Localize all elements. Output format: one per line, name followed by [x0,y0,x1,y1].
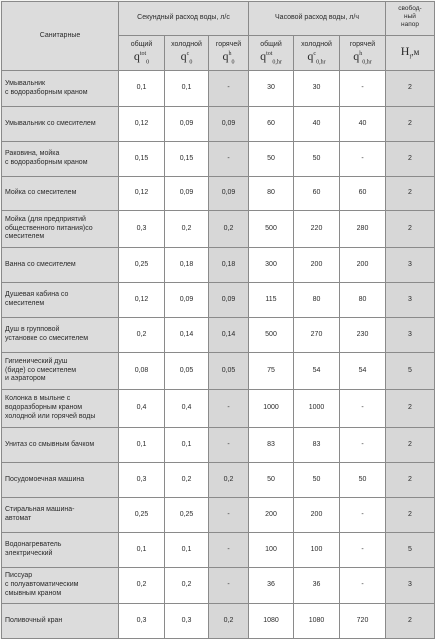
header-hourly-flow: Часовой расход воды, л/ч [249,2,386,36]
fixture-name-cell: Мойка со смесителем [2,177,119,211]
q-h-0hr-symbol [342,50,383,65]
value-cell-s-cold: 0,05 [165,353,209,390]
q-sub: 0 [189,59,193,66]
value-cell-s-total: 0,12 [119,107,165,142]
value-cell-s-hot: 0,09 [209,283,249,318]
q-sub: 0,hr [272,59,282,66]
value-cell-s-cold: 0,1 [165,533,209,568]
value-cell-s-total: 0,12 [119,177,165,211]
value-cell-h-hot: 54 [340,353,386,390]
value-cell-h-total: 83 [249,428,294,463]
value-cell-head: 2 [386,107,435,142]
q-h-0-symbol [211,50,246,65]
header-sec-cold-label: холодной [171,40,202,48]
value-cell-s-total: 0,25 [119,248,165,283]
q-c-0-symbol [167,50,206,65]
value-cell-head: 3 [386,568,435,604]
header-sec-total-label: общий [130,40,153,48]
q-c-0hr-symbol [296,50,337,65]
fixture-name-cell: Поливочный кран [2,604,119,639]
value-cell-head: 2 [386,71,435,107]
value-cell-s-total: 0,15 [119,142,165,177]
q-sub: 0 [146,59,150,66]
value-cell-head: 3 [386,283,435,318]
value-cell-h-hot: - [340,533,386,568]
value-cell-h-cold: 270 [294,318,340,353]
value-cell-h-total: 200 [249,498,294,533]
value-cell-h-total: 60 [249,107,294,142]
q-sub: 0,hr [316,59,326,66]
value-cell-h-total: 500 [249,211,294,248]
q-sup: h [359,50,363,57]
table-row [2,71,435,107]
fixture-name-cell: Колонка в мыльне с водоразборным краном холодной или горячей воды [2,390,119,428]
value-cell-h-cold: 1080 [294,604,340,639]
value-cell-h-hot: 230 [340,318,386,353]
value-cell-head: 5 [386,353,435,390]
q-sub: 0 [231,59,235,66]
value-cell-h-total: 115 [249,283,294,318]
table-row [2,604,435,639]
value-cell-h-total: 75 [249,353,294,390]
value-cell-s-cold: 0,3 [165,604,209,639]
header-hour-hot-label: горячей [349,40,376,48]
h-unit: ,м [411,47,420,58]
table-row [2,498,435,533]
value-cell-head: 2 [386,390,435,428]
value-cell-s-total: 0,25 [119,498,165,533]
fixture-name-cell: Душевая кабина со смесителем [2,283,119,318]
fixture-name-cell: Ванна со смесителем [2,248,119,283]
value-cell-s-total: 0,4 [119,390,165,428]
value-cell-s-cold: 0,1 [165,71,209,107]
value-cell-head: 2 [386,498,435,533]
value-cell-s-hot: - [209,390,249,428]
value-cell-s-hot: - [209,71,249,107]
value-cell-h-cold: 1000 [294,390,340,428]
value-cell-s-cold: 0,4 [165,390,209,428]
table-row [2,318,435,353]
table-row [2,107,435,142]
fixture-name-cell: Водонагреватель электрический [2,533,119,568]
header-sec-cold [165,36,209,71]
value-cell-s-cold: 0,18 [165,248,209,283]
value-cell-s-total: 0,3 [119,463,165,498]
value-cell-s-cold: 0,09 [165,283,209,318]
value-cell-h-cold: 80 [294,283,340,318]
value-cell-h-cold: 200 [294,498,340,533]
value-cell-h-hot: - [340,71,386,107]
table-row [2,248,435,283]
table-row [2,428,435,463]
q-sup: c [313,50,317,57]
value-cell-h-total: 30 [249,71,294,107]
value-cell-s-cold: 0,2 [165,463,209,498]
value-cell-s-hot: 0,09 [209,107,249,142]
value-cell-h-hot: 80 [340,283,386,318]
value-cell-head: 2 [386,142,435,177]
value-cell-s-total: 0,2 [119,568,165,604]
value-cell-s-hot: - [209,498,249,533]
value-cell-h-total: 80 [249,177,294,211]
value-cell-h-cold: 100 [294,533,340,568]
fixture-name-cell: Раковина, мойка с водоразборным краном [2,142,119,177]
q-letter: q [353,48,360,63]
fixture-name-cell: Унитаз со смывным бачком [2,428,119,463]
q-letter: q [222,48,229,63]
value-cell-h-total: 500 [249,318,294,353]
header-head-symbol [386,36,435,71]
fixture-name-cell: Писсуар с полуавтоматическим смывным краном [2,568,119,604]
value-cell-h-total: 36 [249,568,294,604]
value-cell-h-total: 50 [249,463,294,498]
value-cell-h-cold: 54 [294,353,340,390]
value-cell-h-cold: 50 [294,463,340,498]
fixture-name-cell: Мойка (для предприятий общественного питания)со смесителем [2,211,119,248]
value-cell-s-cold: 0,1 [165,428,209,463]
value-cell-s-hot: 0,14 [209,318,249,353]
value-cell-h-cold: 60 [294,177,340,211]
h-f-symbol [388,45,432,60]
table-row [2,568,435,604]
value-cell-s-total: 0,3 [119,211,165,248]
fixture-name-cell: Умывальник с водоразборным краном [2,71,119,107]
value-cell-s-hot: - [209,428,249,463]
h-sub: f [409,54,412,61]
value-cell-h-cold: 40 [294,107,340,142]
value-cell-head: 3 [386,318,435,353]
value-cell-s-hot: 0,2 [209,604,249,639]
header-name: Санитарные [2,2,119,71]
value-cell-head: 3 [386,248,435,283]
q-letter: q [180,48,187,63]
q-sub: 0,hr [362,59,372,66]
fixture-name-cell: Посудомоечная машина [2,463,119,498]
h-letter: H [400,44,410,59]
value-cell-s-hot: - [209,533,249,568]
q-tot-0-symbol [121,50,162,65]
value-cell-s-hot: - [209,568,249,604]
value-cell-s-cold: 0,09 [165,177,209,211]
value-cell-s-hot: 0,05 [209,353,249,390]
value-cell-h-hot: 720 [340,604,386,639]
header-hour-total [249,36,294,71]
value-cell-h-hot: - [340,568,386,604]
header-sec-total [119,36,165,71]
value-cell-h-hot: 280 [340,211,386,248]
value-cell-h-total: 300 [249,248,294,283]
value-cell-head: 5 [386,533,435,568]
header-sec-hot-label: горячей [215,40,242,48]
value-cell-h-cold: 30 [294,71,340,107]
value-cell-h-hot: 40 [340,107,386,142]
header-hour-total-label: общий [260,40,282,48]
value-cell-s-cold: 0,2 [165,568,209,604]
value-cell-h-total: 1000 [249,390,294,428]
value-cell-h-hot: 200 [340,248,386,283]
q-sup: tot [139,50,147,57]
value-cell-s-cold: 0,15 [165,142,209,177]
value-cell-h-total: 50 [249,142,294,177]
table-row [2,353,435,390]
value-cell-h-hot: - [340,390,386,428]
value-cell-s-hot: - [209,142,249,177]
value-cell-s-total: 0,1 [119,428,165,463]
fixture-name-cell: Стиральная машина- автомат [2,498,119,533]
value-cell-head: 2 [386,604,435,639]
table-row [2,283,435,318]
header-seconds-flow: Секундный расход воды, л/с [119,2,249,36]
q-letter: q [307,48,314,63]
value-cell-s-cold: 0,09 [165,107,209,142]
value-cell-s-hot: 0,2 [209,211,249,248]
table-row [2,390,435,428]
header-sec-hot [209,36,249,71]
value-cell-s-hot: 0,09 [209,177,249,211]
value-cell-h-cold: 200 [294,248,340,283]
value-cell-s-total: 0,3 [119,604,165,639]
value-cell-s-total: 0,1 [119,533,165,568]
water-consumption-table [1,1,435,639]
fixture-name-cell: Душ в групповой установке со смесителем [2,318,119,353]
value-cell-head: 2 [386,177,435,211]
value-cell-h-total: 100 [249,533,294,568]
value-cell-s-total: 0,08 [119,353,165,390]
value-cell-s-cold: 0,2 [165,211,209,248]
value-cell-head: 2 [386,463,435,498]
q-sup: h [228,50,232,57]
value-cell-s-total: 0,2 [119,318,165,353]
header-hour-hot [340,36,386,71]
table-row [2,142,435,177]
value-cell-s-hot: 0,2 [209,463,249,498]
value-cell-s-cold: 0,25 [165,498,209,533]
value-cell-s-total: 0,12 [119,283,165,318]
q-letter: q [133,48,140,63]
value-cell-head: 2 [386,428,435,463]
header-hour-cold [294,36,340,71]
table-row [2,463,435,498]
table-body [2,71,435,639]
value-cell-h-cold: 83 [294,428,340,463]
header-hour-cold-label: холодной [301,40,332,48]
q-letter: q [260,48,267,63]
value-cell-s-total: 0,1 [119,71,165,107]
header-row-1 [2,2,435,36]
table-row [2,533,435,568]
value-cell-h-hot: - [340,428,386,463]
value-cell-h-total: 1080 [249,604,294,639]
q-sup: c [186,50,190,57]
value-cell-h-hot: 50 [340,463,386,498]
fixture-name-cell: Умывальник со смесителем [2,107,119,142]
value-cell-s-cold: 0,14 [165,318,209,353]
value-cell-h-hot: 60 [340,177,386,211]
table-row [2,211,435,248]
value-cell-h-cold: 220 [294,211,340,248]
value-cell-h-hot: - [340,498,386,533]
table-row [2,177,435,211]
q-sup: tot [266,50,273,57]
value-cell-s-hot: 0,18 [209,248,249,283]
value-cell-h-cold: 50 [294,142,340,177]
value-cell-h-hot: - [340,142,386,177]
header-free-head: свобод- ный напор [386,2,435,36]
value-cell-h-cold: 36 [294,568,340,604]
q-tot-0hr-symbol [251,50,291,65]
fixture-name-cell: Гигиенический душ (биде) со смесителем и аэратором [2,353,119,390]
value-cell-head: 2 [386,211,435,248]
